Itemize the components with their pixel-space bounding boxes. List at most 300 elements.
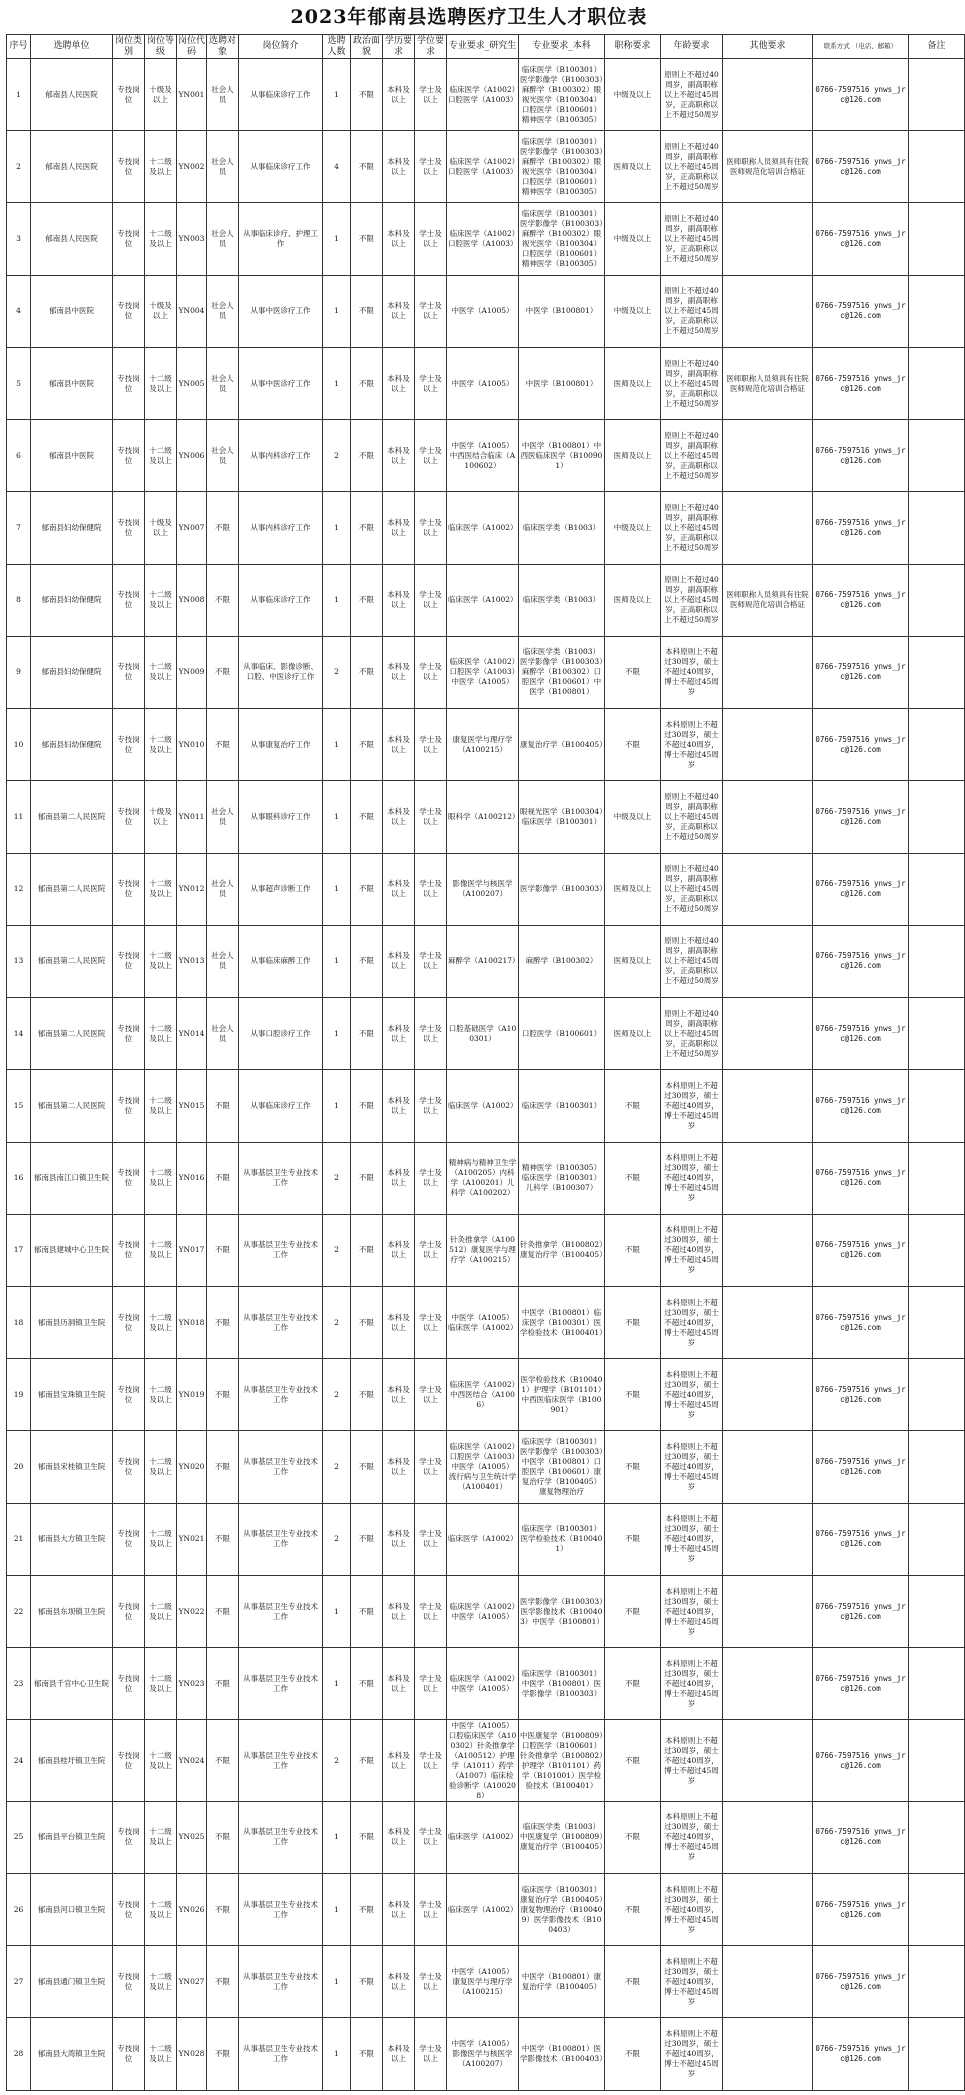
cell-title: 不限 (605, 1359, 661, 1431)
cell-count: 2 (323, 1503, 351, 1575)
cell-unit: 郁南县第二人民医院 (31, 925, 113, 997)
cell-contact: 0766-7597516 ynws_jrc@126.com (813, 131, 909, 203)
cell-category: 专技岗位 (113, 59, 145, 131)
cell-major-postgrad: 临床医学（A1002） (447, 564, 519, 636)
cell-unit: 郁南县桂圩镇卫生院 (31, 1720, 113, 1801)
cell-other (723, 1359, 813, 1431)
cell-count: 1 (323, 275, 351, 347)
cell-major-postgrad: 影像医学与核医学（A100207） (447, 853, 519, 925)
cell-major-undergrad: 中医学（B100801）康复治疗学（B100405） (519, 1946, 605, 2018)
cell-count: 2 (323, 1720, 351, 1801)
cell-target: 社会人员 (207, 59, 239, 131)
cell-level: 十二级及以上 (145, 1214, 177, 1286)
header-education: 学历要求 (383, 35, 415, 59)
cell-level: 十级及以上 (145, 275, 177, 347)
cell-level: 十二级及以上 (145, 998, 177, 1070)
cell-note (909, 781, 965, 853)
cell-count: 1 (323, 998, 351, 1070)
header-note: 备注 (909, 35, 965, 59)
cell-note (909, 131, 965, 203)
cell-code: YN019 (177, 1359, 207, 1431)
cell-political: 不限 (351, 1648, 383, 1720)
cell-major-postgrad: 中医学（A1005）康复医学与理疗学（A100215） (447, 1946, 519, 2018)
header-level: 岗位等级 (145, 35, 177, 59)
cell-no: 16 (7, 1142, 31, 1214)
cell-unit: 郁南县第二人民医院 (31, 781, 113, 853)
cell-level: 十二级及以上 (145, 347, 177, 419)
cell-political: 不限 (351, 347, 383, 419)
cell-category: 专技岗位 (113, 2018, 145, 2091)
cell-political: 不限 (351, 1503, 383, 1575)
table-row (7, 853, 965, 925)
cell-political: 不限 (351, 420, 383, 492)
header-intro: 岗位简介 (239, 35, 323, 59)
cell-no: 12 (7, 853, 31, 925)
cell-other (723, 1431, 813, 1503)
cell-unit: 郁南县中医院 (31, 347, 113, 419)
cell-title: 中级及以上 (605, 492, 661, 564)
cell-political: 不限 (351, 2018, 383, 2091)
cell-title: 不限 (605, 1801, 661, 1873)
cell-education: 本科及以上 (383, 853, 415, 925)
cell-no: 22 (7, 1575, 31, 1647)
cell-count: 1 (323, 1648, 351, 1720)
cell-major-undergrad: 临床医学（B100301）康复治疗学（B100405）康复物理治疗（B100409）医学影像技术（B100403） (519, 1873, 605, 1945)
table-row (7, 1359, 965, 1431)
table-row (7, 2018, 965, 2091)
cell-major-undergrad: 中医康复学（B100809）口腔医学（B100601）针灸推拿学（B100802）护理学（B101101）药学（B101001）医学检验技术（B100401） (519, 1720, 605, 1801)
cell-no: 8 (7, 564, 31, 636)
cell-no: 19 (7, 1359, 31, 1431)
cell-degree: 学士及以上 (415, 998, 447, 1070)
cell-education: 本科及以上 (383, 59, 415, 131)
cell-level: 十二级及以上 (145, 131, 177, 203)
cell-unit: 郁南县宋桂镇卫生院 (31, 1431, 113, 1503)
cell-category: 专技岗位 (113, 1648, 145, 1720)
cell-no: 3 (7, 203, 31, 275)
cell-unit: 郁南县人民医院 (31, 203, 113, 275)
cell-count: 4 (323, 131, 351, 203)
cell-count: 2 (323, 1142, 351, 1214)
cell-education: 本科及以上 (383, 1431, 415, 1503)
cell-intro: 从事基层卫生专业技术工作 (239, 1873, 323, 1945)
cell-count: 1 (323, 347, 351, 419)
cell-intro: 从事中医诊疗工作 (239, 275, 323, 347)
cell-degree: 学士及以上 (415, 781, 447, 853)
header-contact: 联系方式 （电话、邮箱） (813, 35, 909, 59)
cell-title: 不限 (605, 1214, 661, 1286)
cell-level: 十二级及以上 (145, 1070, 177, 1142)
cell-target: 不限 (207, 1214, 239, 1286)
cell-major-undergrad: 眼视光医学（B100304）临床医学（B100301） (519, 781, 605, 853)
cell-unit: 郁南县大方镇卫生院 (31, 1503, 113, 1575)
cell-code: YN025 (177, 1801, 207, 1873)
cell-education: 本科及以上 (383, 347, 415, 419)
cell-major-undergrad: 精神医学（B100305）临床医学（B100301）儿科学（B100307） (519, 1142, 605, 1214)
cell-age: 原则上不超过40周岁，副高职称以上不超过45周岁，正高职称以上不超过50周岁 (661, 59, 723, 131)
cell-category: 专技岗位 (113, 853, 145, 925)
cell-education: 本科及以上 (383, 1142, 415, 1214)
cell-target: 不限 (207, 2018, 239, 2091)
table-row (7, 275, 965, 347)
cell-age: 本科原则上不超过30周岁，硕士不超过40周岁，博士不超过45周岁 (661, 2018, 723, 2091)
cell-major-postgrad: 临床医学（A1002）中西医结合（A1006） (447, 1359, 519, 1431)
cell-intro: 从事基层卫生专业技术工作 (239, 1286, 323, 1358)
cell-category: 专技岗位 (113, 1946, 145, 2018)
cell-degree: 学士及以上 (415, 1431, 447, 1503)
cell-intro: 从事临床诊疗工作 (239, 1070, 323, 1142)
cell-contact: 0766-7597516 ynws_jrc@126.com (813, 1214, 909, 1286)
cell-major-postgrad: 临床医学（A1002）口腔医学（A1003） (447, 59, 519, 131)
cell-major-postgrad: 针灸推拿学（A100512）康复医学与理疗学（A100215） (447, 1214, 519, 1286)
cell-age: 原则上不超过40周岁，副高职称以上不超过45周岁，正高职称以上不超过50周岁 (661, 347, 723, 419)
header-major-undergrad: 专业要求_本科 (519, 35, 605, 59)
cell-age: 本科原则上不超过30周岁，硕士不超过40周岁，博士不超过45周岁 (661, 636, 723, 708)
cell-count: 1 (323, 203, 351, 275)
cell-category: 专技岗位 (113, 1575, 145, 1647)
cell-note (909, 564, 965, 636)
table-row (7, 1503, 965, 1575)
table-row (7, 59, 965, 131)
cell-education: 本科及以上 (383, 998, 415, 1070)
cell-age: 本科原则上不超过30周岁，硕士不超过40周岁，博士不超过45周岁 (661, 1720, 723, 1801)
cell-major-postgrad: 麻醉学（A100217） (447, 925, 519, 997)
cell-major-postgrad: 精神病与精神卫生学（A100205）内科学（A100201）儿科学（A100202） (447, 1142, 519, 1214)
cell-education: 本科及以上 (383, 564, 415, 636)
cell-degree: 学士及以上 (415, 1648, 447, 1720)
cell-level: 十级及以上 (145, 781, 177, 853)
cell-no: 24 (7, 1720, 31, 1801)
cell-age: 本科原则上不超过30周岁，硕士不超过40周岁，博士不超过45周岁 (661, 709, 723, 781)
cell-title: 不限 (605, 1720, 661, 1801)
cell-unit: 郁南县人民医院 (31, 131, 113, 203)
cell-major-undergrad: 中医学（B100801）中西医临床医学（B100901） (519, 420, 605, 492)
cell-major-postgrad: 临床医学（A1002）中医学（A1005） (447, 1648, 519, 1720)
cell-political: 不限 (351, 131, 383, 203)
cell-major-postgrad: 临床医学（A1002）口腔医学（A1003）中医学（A1005）流行病与卫生统计学（A100401） (447, 1431, 519, 1503)
cell-major-undergrad: 临床医学（B100301）医学影像学（B100303）麻醉学（B100302）眼视光医学（B100304）口腔医学（B100601）精神医学（B100305） (519, 131, 605, 203)
cell-major-undergrad: 麻醉学（B100302） (519, 925, 605, 997)
cell-code: YN009 (177, 636, 207, 708)
cell-contact: 0766-7597516 ynws_jrc@126.com (813, 1503, 909, 1575)
cell-degree: 学士及以上 (415, 275, 447, 347)
table-row (7, 347, 965, 419)
cell-contact: 0766-7597516 ynws_jrc@126.com (813, 1142, 909, 1214)
cell-other (723, 1873, 813, 1945)
cell-count: 2 (323, 1431, 351, 1503)
cell-major-postgrad: 临床医学（A1002） (447, 1801, 519, 1873)
table-row (7, 1070, 965, 1142)
cell-age: 本科原则上不超过30周岁，硕士不超过40周岁，博士不超过45周岁 (661, 1431, 723, 1503)
cell-major-postgrad: 中医学（A1005）影像医学与核医学（A100207） (447, 2018, 519, 2091)
cell-unit: 郁南县妇幼保健院 (31, 636, 113, 708)
cell-intro: 从事康复治疗工作 (239, 709, 323, 781)
cell-intro: 从事口腔诊疗工作 (239, 998, 323, 1070)
cell-note (909, 1214, 965, 1286)
cell-unit: 郁南县妇幼保健院 (31, 709, 113, 781)
cell-no: 2 (7, 131, 31, 203)
cell-intro: 从事内科诊疗工作 (239, 420, 323, 492)
cell-other (723, 636, 813, 708)
cell-unit: 郁南县第二人民医院 (31, 853, 113, 925)
cell-contact: 0766-7597516 ynws_jrc@126.com (813, 853, 909, 925)
cell-political: 不限 (351, 1431, 383, 1503)
cell-note (909, 1946, 965, 2018)
cell-political: 不限 (351, 1286, 383, 1358)
cell-note (909, 709, 965, 781)
cell-contact: 0766-7597516 ynws_jrc@126.com (813, 998, 909, 1070)
cell-degree: 学士及以上 (415, 1575, 447, 1647)
cell-major-postgrad: 中医学（A1005）口腔临床医学（A100302）针灸推拿学（A100512）护理学（A1011）药学（A1007）临床检验诊断学（A100208） (447, 1720, 519, 1801)
cell-target: 不限 (207, 1648, 239, 1720)
cell-note (909, 275, 965, 347)
cell-target: 不限 (207, 1801, 239, 1873)
cell-note (909, 925, 965, 997)
cell-category: 专技岗位 (113, 1873, 145, 1945)
cell-degree: 学士及以上 (415, 131, 447, 203)
cell-target: 社会人员 (207, 925, 239, 997)
table-row (7, 636, 965, 708)
cell-political: 不限 (351, 1946, 383, 2018)
cell-political: 不限 (351, 925, 383, 997)
cell-note (909, 2018, 965, 2091)
cell-degree: 学士及以上 (415, 2018, 447, 2091)
cell-no: 26 (7, 1873, 31, 1945)
cell-contact: 0766-7597516 ynws_jrc@126.com (813, 275, 909, 347)
cell-code: YN024 (177, 1720, 207, 1801)
cell-contact: 0766-7597516 ynws_jrc@126.com (813, 2018, 909, 2091)
cell-title: 不限 (605, 1946, 661, 2018)
cell-degree: 学士及以上 (415, 1142, 447, 1214)
cell-count: 1 (323, 709, 351, 781)
cell-count: 2 (323, 1286, 351, 1358)
cell-degree: 学士及以上 (415, 1070, 447, 1142)
cell-major-postgrad: 临床医学（A1002）中医学（A1005） (447, 1575, 519, 1647)
cell-code: YN016 (177, 1142, 207, 1214)
cell-major-postgrad: 眼科学（A100212） (447, 781, 519, 853)
cell-political: 不限 (351, 636, 383, 708)
cell-note (909, 1801, 965, 1873)
cell-note (909, 636, 965, 708)
cell-degree: 学士及以上 (415, 1214, 447, 1286)
cell-other (723, 1070, 813, 1142)
cell-category: 专技岗位 (113, 131, 145, 203)
header-row (7, 35, 965, 59)
cell-no: 17 (7, 1214, 31, 1286)
cell-title: 中级及以上 (605, 59, 661, 131)
cell-major-postgrad: 临床医学（A1002） (447, 492, 519, 564)
cell-contact: 0766-7597516 ynws_jrc@126.com (813, 1286, 909, 1358)
cell-title: 不限 (605, 1142, 661, 1214)
cell-no: 25 (7, 1801, 31, 1873)
cell-title: 中级及以上 (605, 203, 661, 275)
cell-category: 专技岗位 (113, 203, 145, 275)
cell-degree: 学士及以上 (415, 853, 447, 925)
cell-no: 23 (7, 1648, 31, 1720)
cell-note (909, 492, 965, 564)
cell-count: 1 (323, 1873, 351, 1945)
cell-major-postgrad: 中医学（A1005）中西医结合临床（A100602） (447, 420, 519, 492)
cell-no: 9 (7, 636, 31, 708)
cell-note (909, 203, 965, 275)
cell-level: 十二级及以上 (145, 1286, 177, 1358)
cell-count: 1 (323, 564, 351, 636)
table-row (7, 998, 965, 1070)
cell-note (909, 1648, 965, 1720)
cell-major-postgrad: 中医学（A1005） (447, 347, 519, 419)
table-row (7, 1801, 965, 1873)
cell-other (723, 1503, 813, 1575)
cell-contact: 0766-7597516 ynws_jrc@126.com (813, 59, 909, 131)
cell-other (723, 1575, 813, 1647)
cell-no: 18 (7, 1286, 31, 1358)
cell-age: 原则上不超过40周岁，副高职称以上不超过45周岁，正高职称以上不超过50周岁 (661, 925, 723, 997)
cell-intro: 从事基层卫生专业技术工作 (239, 1648, 323, 1720)
cell-level: 十二级及以上 (145, 1503, 177, 1575)
cell-major-postgrad: 临床医学（A1002） (447, 1873, 519, 1945)
cell-other (723, 1946, 813, 2018)
cell-code: YN003 (177, 203, 207, 275)
cell-education: 本科及以上 (383, 492, 415, 564)
cell-contact: 0766-7597516 ynws_jrc@126.com (813, 1801, 909, 1873)
cell-education: 本科及以上 (383, 1946, 415, 2018)
cell-major-undergrad: 医学影像学（B100303）医学影像技术（B100403）中医学（B100801） (519, 1575, 605, 1647)
cell-title: 医师及以上 (605, 347, 661, 419)
header-age: 年龄要求 (661, 35, 723, 59)
cell-major-undergrad: 临床医学（B100301）医学检验技术（B100401） (519, 1503, 605, 1575)
cell-title: 不限 (605, 1873, 661, 1945)
cell-target: 不限 (207, 1946, 239, 2018)
cell-title: 不限 (605, 636, 661, 708)
cell-no: 1 (7, 59, 31, 131)
cell-education: 本科及以上 (383, 420, 415, 492)
cell-contact: 0766-7597516 ynws_jrc@126.com (813, 1873, 909, 1945)
cell-intro: 从事基层卫生专业技术工作 (239, 1142, 323, 1214)
cell-major-undergrad: 临床医学（B100301）医学影像学（B100303）麻醉学（B100302）眼视光医学（B100304）口腔医学（B100601）精神医学（B100305） (519, 203, 605, 275)
cell-age: 本科原则上不超过30周岁，硕士不超过40周岁，博士不超过45周岁 (661, 1214, 723, 1286)
cell-other (723, 998, 813, 1070)
cell-major-undergrad: 临床医学（B100301）医学影像学（B100303）中医学（B100801）口腔医学（B100601）康复治疗学（B100405）康复物理治疗 (519, 1431, 605, 1503)
cell-code: YN013 (177, 925, 207, 997)
cell-major-undergrad: 中医学（B100801）医学影像技术（B100403） (519, 2018, 605, 2091)
cell-intro: 从事中医诊疗工作 (239, 347, 323, 419)
cell-level: 十二级及以上 (145, 1359, 177, 1431)
cell-political: 不限 (351, 1359, 383, 1431)
cell-level: 十二级及以上 (145, 925, 177, 997)
cell-count: 2 (323, 1214, 351, 1286)
header-target: 选聘对象 (207, 35, 239, 59)
cell-target: 不限 (207, 1575, 239, 1647)
cell-age: 本科原则上不超过30周岁，硕士不超过40周岁，博士不超过45周岁 (661, 1575, 723, 1647)
cell-target: 社会人员 (207, 347, 239, 419)
table-row (7, 1214, 965, 1286)
header-unit: 选聘单位 (31, 35, 113, 59)
cell-education: 本科及以上 (383, 1720, 415, 1801)
cell-other (723, 420, 813, 492)
cell-age: 原则上不超过40周岁，副高职称以上不超过45周岁，正高职称以上不超过50周岁 (661, 781, 723, 853)
cell-intro: 从事超声诊断工作 (239, 853, 323, 925)
cell-level: 十二级及以上 (145, 1720, 177, 1801)
cell-note (909, 1575, 965, 1647)
cell-major-undergrad: 临床医学（B100301） (519, 1070, 605, 1142)
cell-note (909, 998, 965, 1070)
cell-code: YN021 (177, 1503, 207, 1575)
cell-degree: 学士及以上 (415, 59, 447, 131)
cell-category: 专技岗位 (113, 709, 145, 781)
cell-unit: 郁南县南江口镇卫生院 (31, 1142, 113, 1214)
cell-major-postgrad: 中医学（A1005）临床医学（A1002） (447, 1286, 519, 1358)
cell-level: 十二级及以上 (145, 1142, 177, 1214)
cell-no: 27 (7, 1946, 31, 2018)
cell-political: 不限 (351, 709, 383, 781)
cell-major-undergrad: 中医学（B100801） (519, 275, 605, 347)
cell-category: 专技岗位 (113, 1214, 145, 1286)
cell-intro: 从事临床、影像诊断、口腔、中医诊疗工作 (239, 636, 323, 708)
cell-major-postgrad: 临床医学（A1002）口腔医学（A1003） (447, 203, 519, 275)
cell-other (723, 1142, 813, 1214)
cell-contact: 0766-7597516 ynws_jrc@126.com (813, 1359, 909, 1431)
cell-intro: 从事眼科诊疗工作 (239, 781, 323, 853)
cell-intro: 从事基层卫生专业技术工作 (239, 1503, 323, 1575)
cell-unit: 郁南县第二人民医院 (31, 998, 113, 1070)
cell-education: 本科及以上 (383, 781, 415, 853)
cell-intro: 从事基层卫生专业技术工作 (239, 2018, 323, 2091)
cell-intro: 从事临床诊疗、护理工作 (239, 203, 323, 275)
cell-contact: 0766-7597516 ynws_jrc@126.com (813, 1575, 909, 1647)
cell-unit: 郁南县平台镇卫生院 (31, 1801, 113, 1873)
table-row (7, 1431, 965, 1503)
cell-count: 2 (323, 636, 351, 708)
cell-degree: 学士及以上 (415, 1286, 447, 1358)
cell-political: 不限 (351, 1720, 383, 1801)
cell-degree: 学士及以上 (415, 636, 447, 708)
cell-contact: 0766-7597516 ynws_jrc@126.com (813, 925, 909, 997)
cell-degree: 学士及以上 (415, 347, 447, 419)
cell-contact: 0766-7597516 ynws_jrc@126.com (813, 203, 909, 275)
header-other: 其他要求 (723, 35, 813, 59)
cell-target: 社会人员 (207, 203, 239, 275)
cell-major-undergrad: 中医学（B100801）临床医学（B100301）医学检验技术（B100401） (519, 1286, 605, 1358)
cell-category: 专技岗位 (113, 1070, 145, 1142)
cell-unit: 郁南县妇幼保健院 (31, 492, 113, 564)
cell-category: 专技岗位 (113, 1142, 145, 1214)
cell-unit: 郁南县历洞镇卫生院 (31, 1286, 113, 1358)
cell-title: 不限 (605, 1648, 661, 1720)
cell-major-postgrad: 临床医学（A1002）口腔医学（A1003）中医学（A1005） (447, 636, 519, 708)
cell-other (723, 1286, 813, 1358)
cell-education: 本科及以上 (383, 1648, 415, 1720)
cell-category: 专技岗位 (113, 1503, 145, 1575)
header-title: 职称要求 (605, 35, 661, 59)
cell-education: 本科及以上 (383, 709, 415, 781)
cell-code: YN018 (177, 1286, 207, 1358)
table-row (7, 1873, 965, 1945)
header-count: 选聘人数 (323, 35, 351, 59)
cell-other (723, 925, 813, 997)
cell-age: 原则上不超过40周岁，副高职称以上不超过45周岁，正高职称以上不超过50周岁 (661, 492, 723, 564)
cell-category: 专技岗位 (113, 1801, 145, 1873)
cell-note (909, 420, 965, 492)
cell-age: 本科原则上不超过30周岁，硕士不超过40周岁，博士不超过45周岁 (661, 1873, 723, 1945)
cell-contact: 0766-7597516 ynws_jrc@126.com (813, 1720, 909, 1801)
cell-political: 不限 (351, 203, 383, 275)
table-row (7, 203, 965, 275)
cell-target: 不限 (207, 1359, 239, 1431)
cell-target: 社会人员 (207, 781, 239, 853)
cell-education: 本科及以上 (383, 1801, 415, 1873)
cell-title: 中级及以上 (605, 275, 661, 347)
cell-intro: 从事临床诊疗工作 (239, 131, 323, 203)
